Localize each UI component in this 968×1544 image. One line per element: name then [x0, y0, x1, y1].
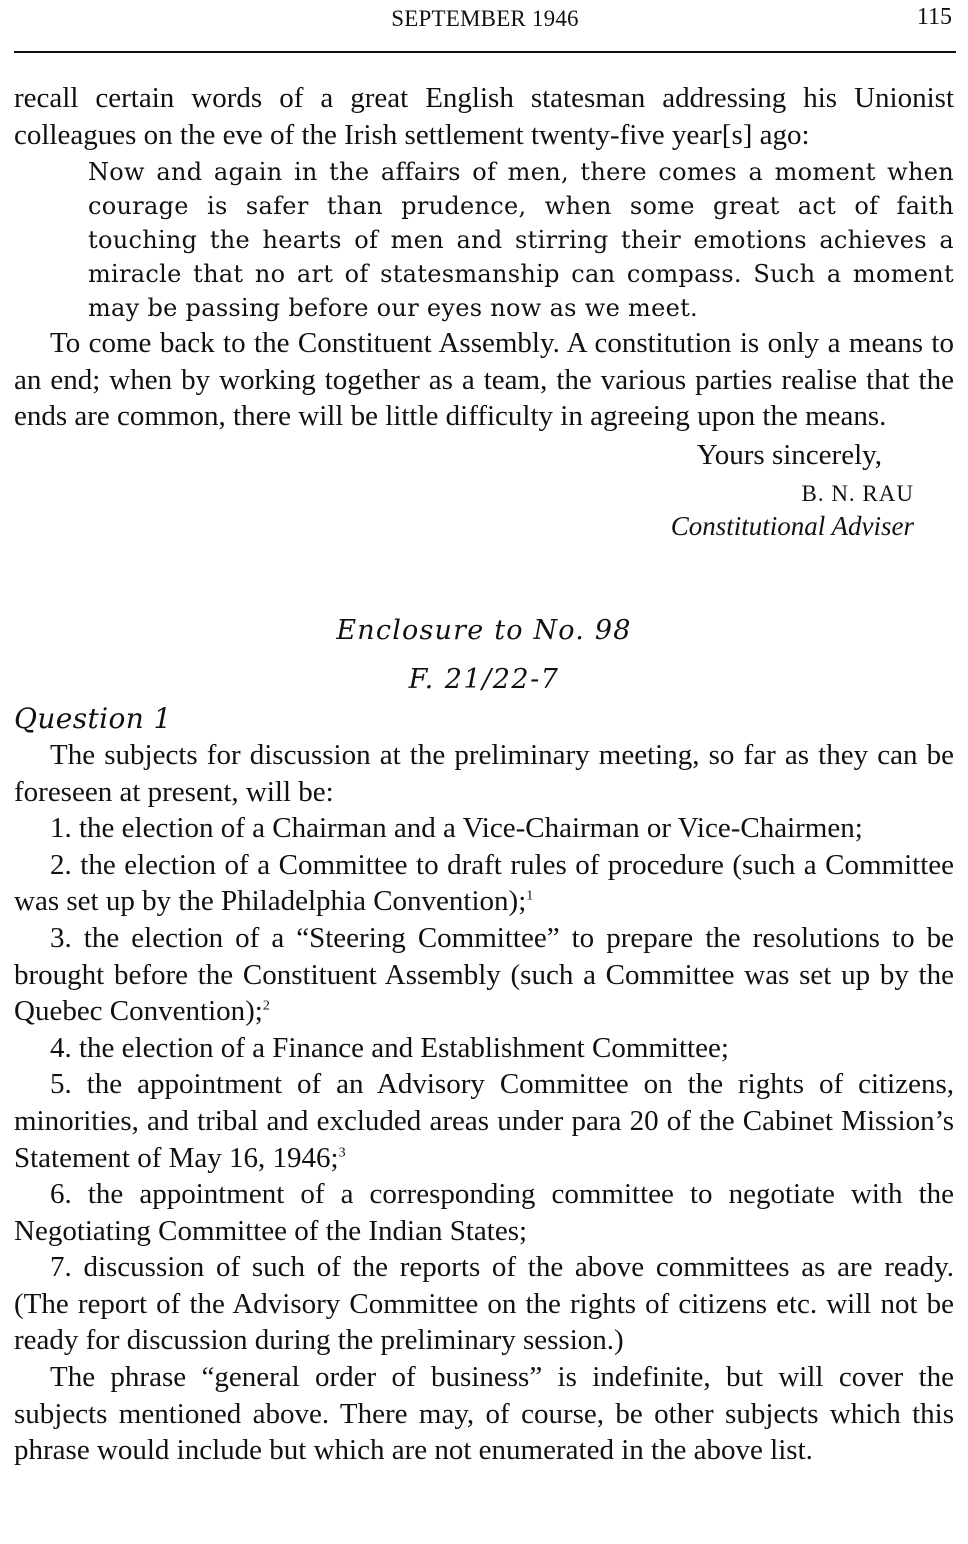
- list-item-text: 7. discussion of such of the reports of the above committees as are ready. (The report of the Advisory Committee on the rights of citizens etc. will not be ready for discussion during the preliminary session.): [14, 1251, 954, 1357]
- list-item-text: 4. the election of a Finance and Establishment Committee;: [50, 1031, 729, 1064]
- list-item: [14, 847, 954, 920]
- list-item-text: 3. the election of a “Steering Committee” to prepare the resolutions to be brought before the Constituent Assembly (such a Committee was set up by the Quebec Convention);: [14, 921, 954, 1028]
- header-rule: [14, 51, 956, 53]
- enclosure-heading: Enclosure to No. 98: [336, 614, 632, 646]
- list-item: [14, 1066, 954, 1176]
- file-reference: F. 21/22-7: [408, 663, 560, 695]
- list-item-text: 2. the election of a Committee to draft rules of procedure (such a Committee was set up by the Philadelphia Convention);: [14, 848, 954, 918]
- page-header: [14, 0, 956, 54]
- footnote-marker: 3: [338, 1144, 346, 1160]
- block-quote: Now and again in the affairs of men, there comes a moment when courage is safer than prudence, when some great act of faith touching the hearts of men and stirring their emotions achieves a miracle that no art of statesmanship can compass. Such a moment may be passing before our eyes now as we meet.: [88, 158, 954, 323]
- letter-closing: [14, 439, 954, 559]
- list-item: [14, 1176, 954, 1249]
- footnote-marker: 2: [262, 998, 270, 1014]
- running-title: SEPTEMBER 1946: [391, 6, 579, 31]
- closing-paragraph: The phrase “general order of business” is indefinite, but will cover the subjects mentioned above. There may, of course, be other subjects which this phrase would include but which are not enumerated in the above list.: [14, 1361, 954, 1467]
- question-intro-paragraph: The subjects for discussion at the preliminary meeting, so far as they can be foreseen at present, will be:: [14, 738, 954, 808]
- list-item-text: 6. the appointment of a corresponding committee to negotiate with the Negotiating Committee of the Indian States;: [14, 1178, 954, 1247]
- list-item-text: 5. the appointment of an Advisory Committee on the rights of citizens, minorities, and tribal and excluded areas under para 20 of the Cabinet Mission’s Statement of May 16, 1946;: [14, 1068, 954, 1174]
- signatory-role: Constitutional Adviser: [670, 510, 914, 541]
- letter-continuation-paragraph: To come back to the Constituent Assembly. A constitution is only a means to an end; when by working together as a team, the various parties realise that the ends are common, there will be little difficulty in agreeing upon the means.: [14, 327, 954, 433]
- list-item: [14, 920, 954, 1030]
- letter-intro-paragraph: recall certain words of a great English statesman addressing his Unionist colleagues on the eve of the Irish settlement twenty-five year[s] ago:: [14, 82, 954, 151]
- closing-salutation: Yours sincerely,: [696, 438, 882, 471]
- footnote-marker: 1: [526, 888, 534, 904]
- list-item: [14, 810, 954, 847]
- list-item-text: 1. the election of a Chairman and a Vice-Chairman or Vice-Chairmen;: [50, 812, 863, 845]
- list-item: [14, 1249, 954, 1359]
- signatory-name: B. N. RAU: [801, 480, 914, 506]
- question-heading: Question 1: [14, 701, 172, 735]
- page-body: [14, 80, 954, 1469]
- list-item: [14, 1030, 954, 1067]
- page-number: 115: [916, 4, 952, 30]
